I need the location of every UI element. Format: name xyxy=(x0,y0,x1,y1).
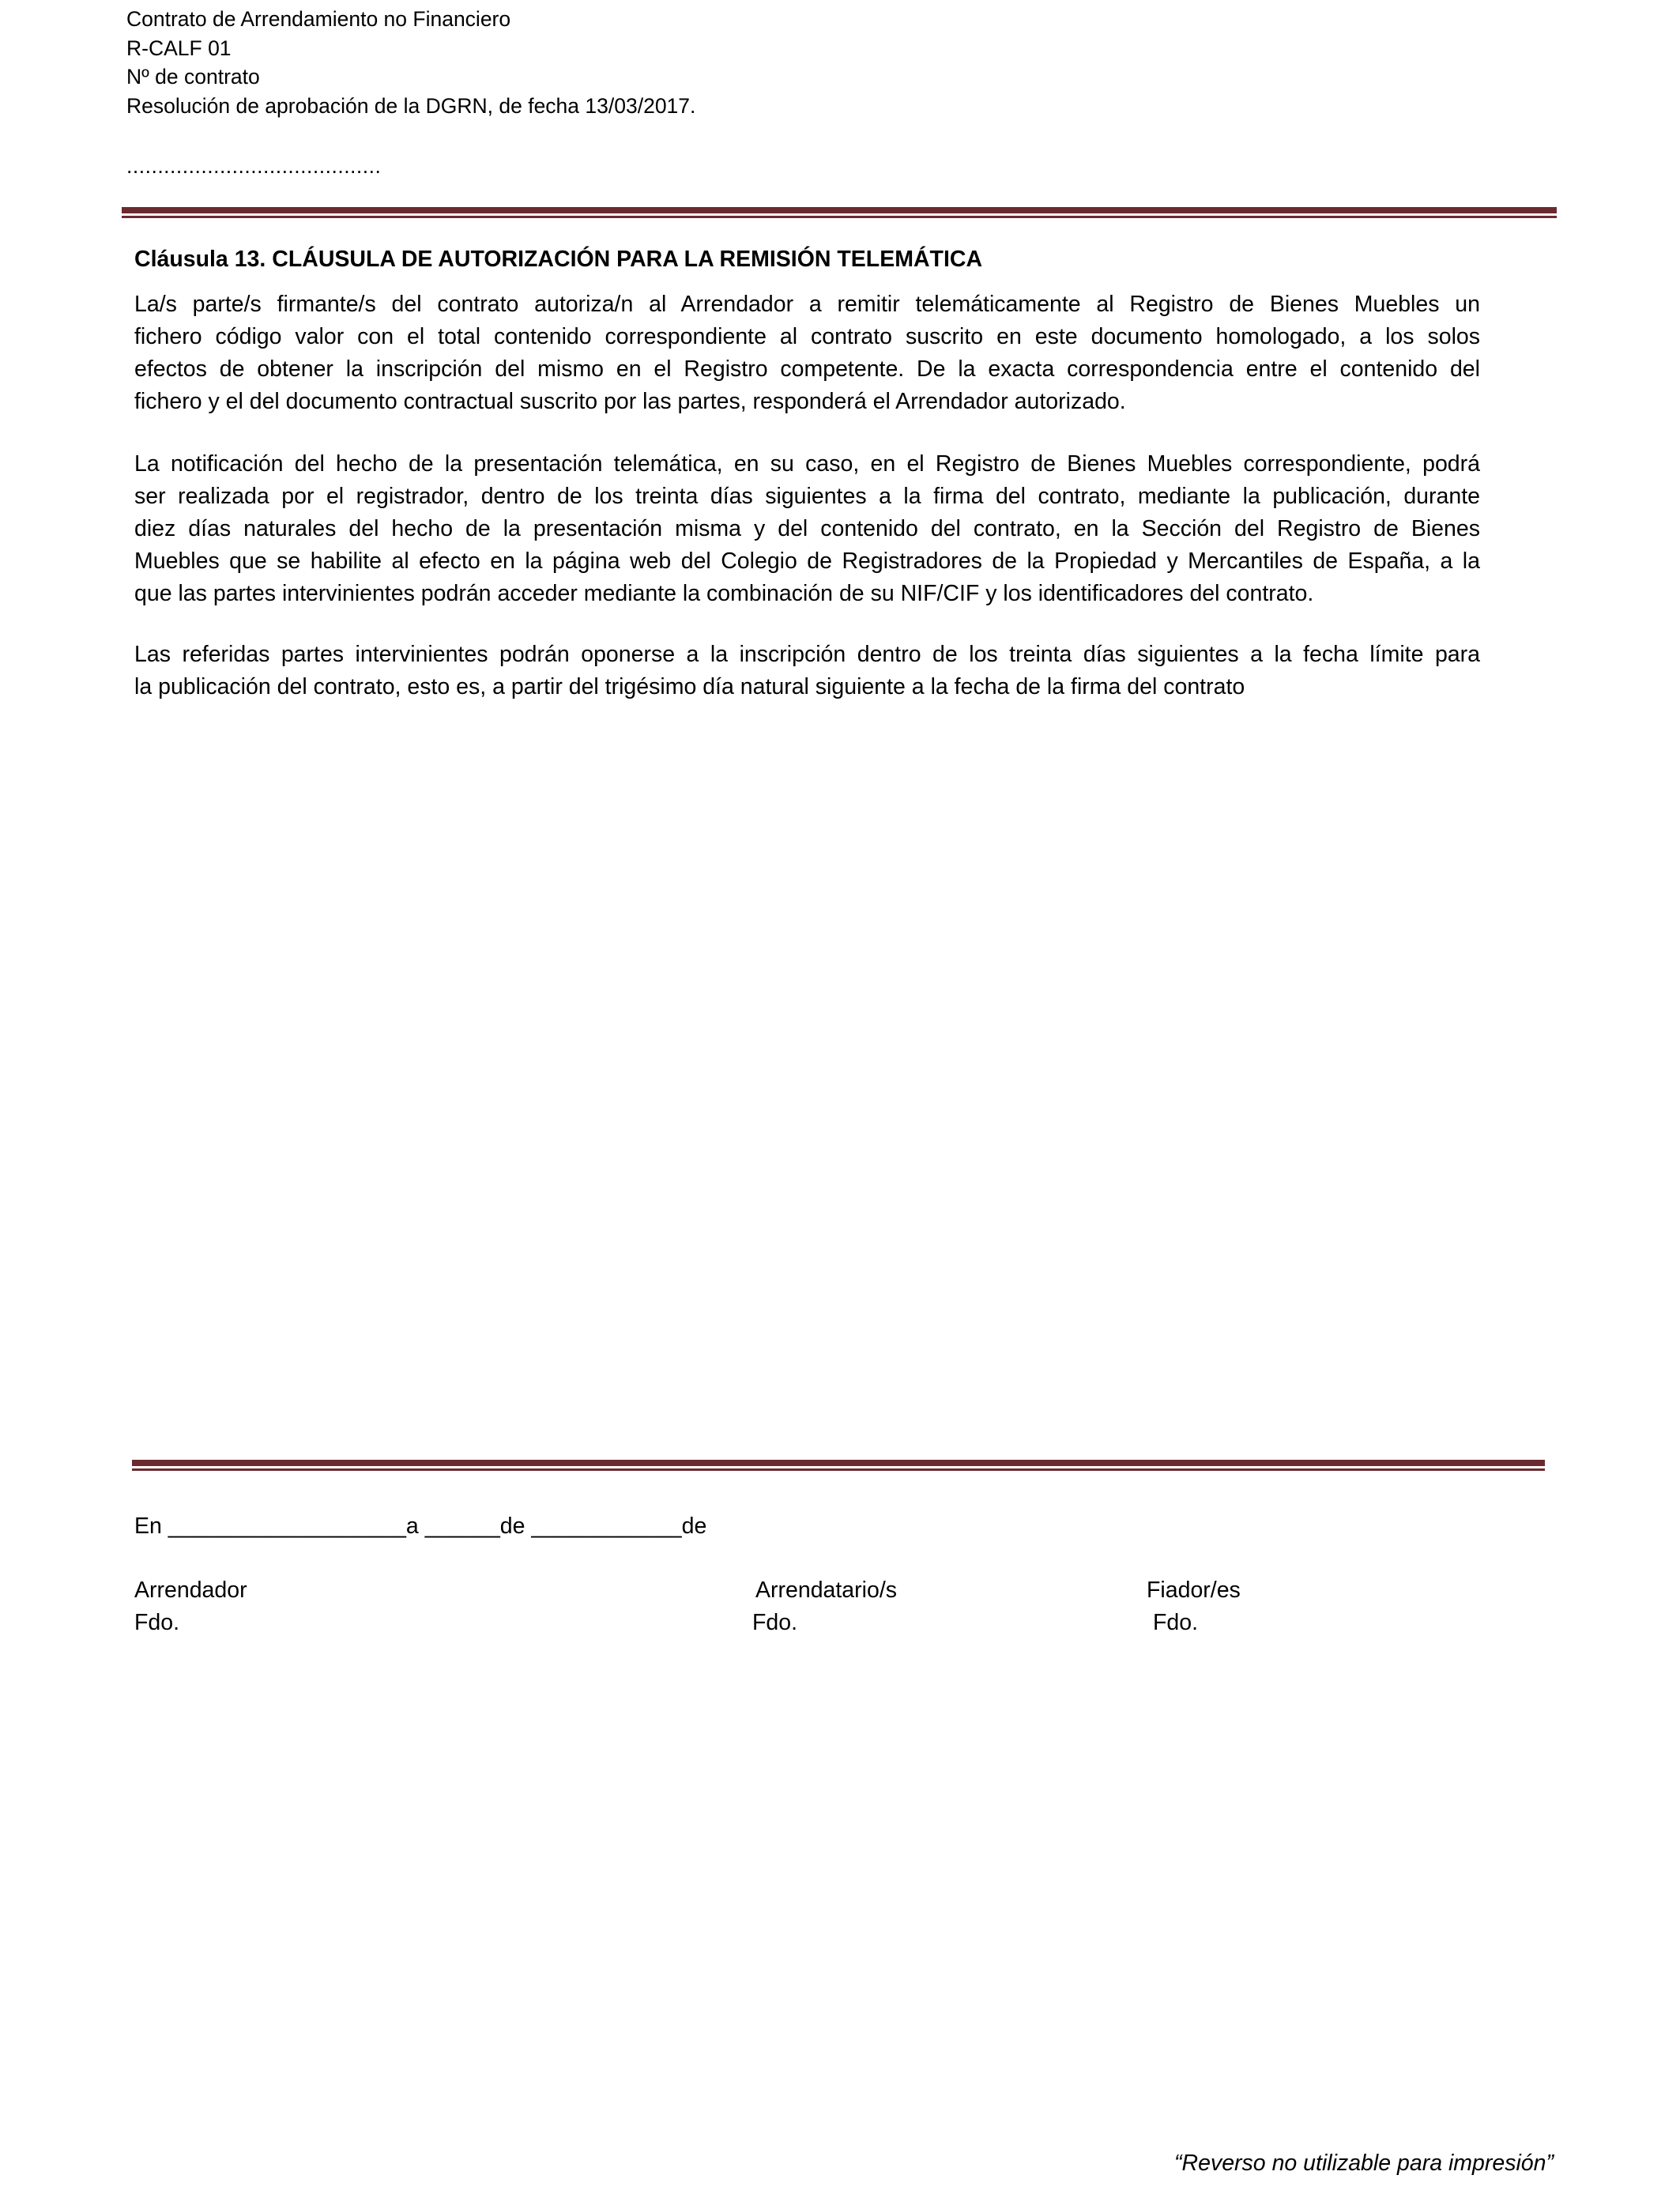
arrendatario-role: Arrendatario/s xyxy=(755,1578,898,1603)
contract-number-placeholder: ......................................... xyxy=(126,154,382,178)
document-header xyxy=(126,5,695,120)
paragraph-line: efectos de obtener la inscripción del mismo en el Registro competente. De la exacta correspondencia entre el contenido del xyxy=(134,356,1480,382)
top-divider xyxy=(122,207,1557,220)
clause-paragraph-2 xyxy=(134,448,1480,610)
fiador-role: Fiador/es xyxy=(1147,1578,1241,1603)
top-divider-thin-line xyxy=(122,216,1557,218)
clause-paragraph-1 xyxy=(134,288,1480,418)
header-contract-type: Contrato de Arrendamiento no Financiero xyxy=(126,7,511,31)
footer-note: “Reverso no utilizable para impresión” xyxy=(1174,2151,1554,2176)
paragraph-line: la publicación del contrato, esto es, a partir del trigésimo día natural siguiente a la fecha de la firma del contrato xyxy=(134,674,1245,699)
header-form-code: R-CALF 01 xyxy=(126,36,232,60)
paragraph-line: La/s parte/s firmante/s del contrato autoriza/n al Arrendador a remitir telemáticamente al Registro de Bienes Muebles un xyxy=(134,292,1480,317)
paragraph-line: Las referidas partes intervinientes podrán oponerse a la inscripción dentro de los treinta días siguientes a la fecha límite para xyxy=(134,642,1480,667)
paragraph-line: fichero y el del documento contractual suscrito por las partes, responderá el Arrendador autorizado. xyxy=(134,389,1126,414)
clause-title: Cláusula 13. CLÁUSULA DE AUTORIZACIÓN PARA LA REMISIÓN TELEMÁTICA xyxy=(134,247,983,272)
place-date-line: En ___________________a ______de ____________de xyxy=(134,1514,707,1539)
top-divider-thick-line xyxy=(122,207,1557,213)
paragraph-line: fichero código valor con el total contenido correspondiente al contrato suscrito en este documento homologado, a los solos xyxy=(134,324,1480,349)
header-contract-number: Nº de contrato xyxy=(126,65,260,89)
arrendador-signature: Fdo. xyxy=(134,1610,180,1635)
paragraph-line: ser realizada por el registrador, dentro de los treinta días siguientes a la firma del contrato, mediante la publicación, durante xyxy=(134,484,1480,509)
arrendador-role: Arrendador xyxy=(134,1578,247,1603)
arrendatario-signature: Fdo. xyxy=(752,1610,798,1635)
clause-paragraph-3 xyxy=(134,639,1480,703)
paragraph-line: diez días naturales del hecho de la presentación misma y del contenido del contrato, en la Sección del Registro de Bienes xyxy=(134,516,1480,541)
bottom-divider-thin-line xyxy=(132,1468,1545,1471)
paragraph-line: La notificación del hecho de la presentación telemática, en su caso, en el Registro de Bienes Muebles correspondiente, podrá xyxy=(134,451,1480,477)
paragraph-line: Muebles que se habilite al efecto en la página web del Colegio de Registradores de la Propiedad y Mercantiles de España, a la xyxy=(134,548,1480,574)
fiador-signature: Fdo. xyxy=(1153,1610,1199,1635)
paragraph-line: que las partes intervinientes podrán acceder mediante la combinación de su NIF/CIF y los identificadores del contrato. xyxy=(134,581,1314,606)
header-approval-resolution: Resolución de aprobación de la DGRN, de fecha 13/03/2017. xyxy=(126,93,696,118)
bottom-divider xyxy=(132,1460,1545,1472)
bottom-divider-thick-line xyxy=(132,1460,1545,1466)
